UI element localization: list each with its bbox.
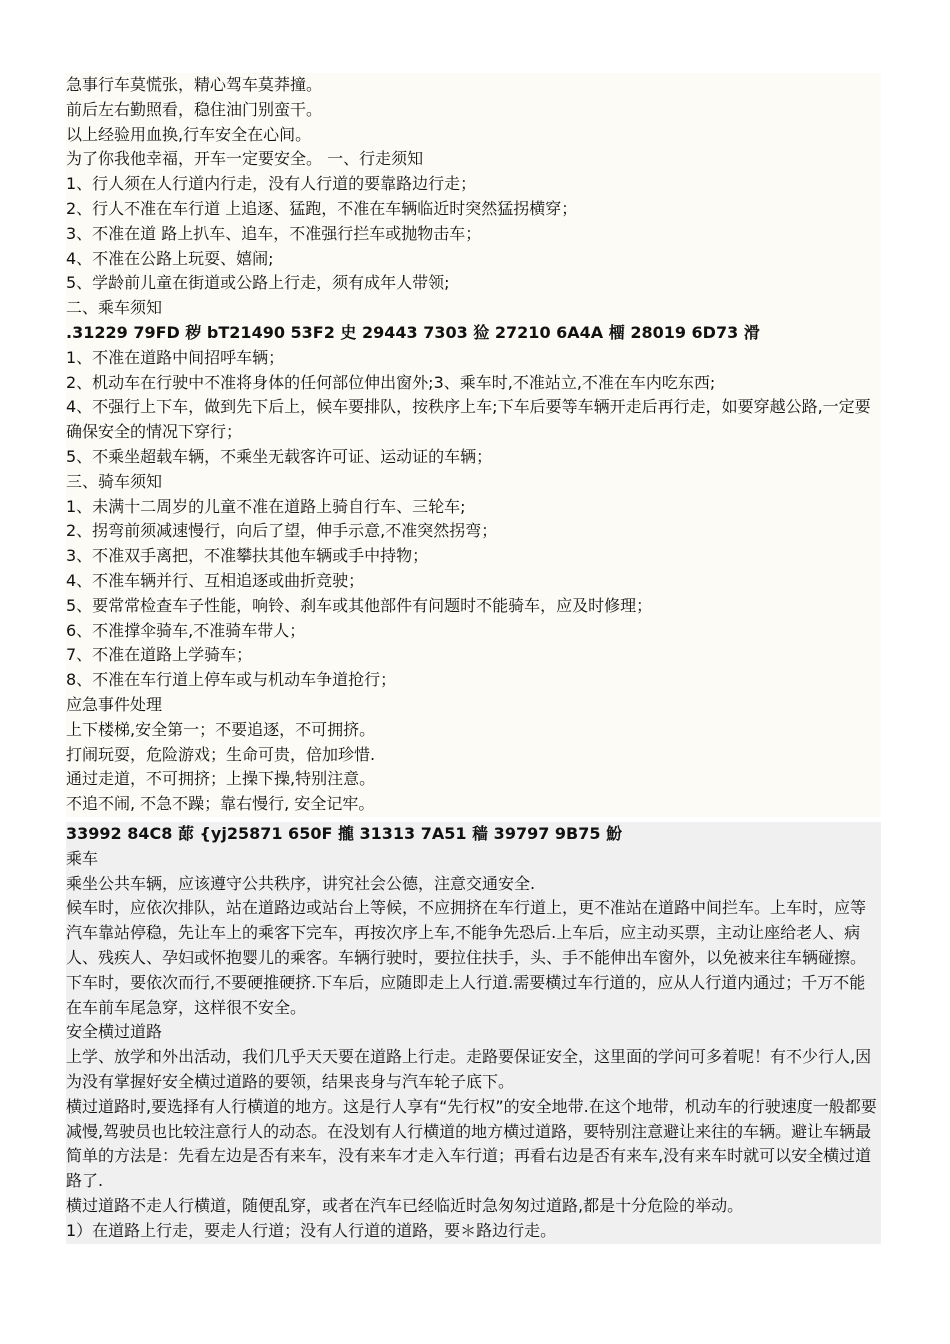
text-line: 2、拐弯前须减速慢行，向后了望，伸手示意,不准突然拐弯； (66, 521, 498, 541)
section-heading: 乘车 (66, 848, 99, 868)
top-text-block (66, 73, 881, 817)
text-line: 2、机动车在行驶中不准将身体的任何部位伸出窗外;3、乘车时,不准站立,不准在车内吃东西; (66, 372, 716, 392)
text-line: 上下楼梯,安全第一；不要追逐，不可拥挤。 (66, 719, 376, 739)
text-line: 1）在道路上行走，要走人行道；没有人行道的道路，要＊路边行走。 (66, 1220, 557, 1240)
section-heading: 应急事件处理 (66, 694, 163, 714)
code-line: 33992 84C8 蓈 {yj25871 650F 攏 31313 7A51 穑 39797 9B75 魵 (66, 824, 623, 843)
text-line: 8、不准在车行道上停车或与机动车争道抢行； (66, 670, 397, 690)
text-line: 2、行人不准在车行道 上追逐、猛跑，不准在车辆临近时突然猛拐横穿； (66, 198, 578, 218)
section-heading: 二、乘车须知 (66, 298, 163, 318)
text-line: 4、不强行上下车，做到先下后上，候车要排队，按秩序上车;下车后要等车辆开走后再行走，如要穿越公路,一定要确保安全的情况下穿行； (66, 397, 871, 442)
text-line: 以上经验用血换,行车安全在心间。 (66, 124, 312, 144)
text-line: 3、不准双手离把，不准攀扶其他车辆或手中持物； (66, 546, 429, 566)
section-heading: 安全横过道路 (66, 1022, 163, 1042)
paragraph: 候车时，应依次排队，站在道路边或站台上等候，不应拥挤在车行道上，更不准站在道路中间拦车。上车时，应等汽车靠站停稳，先让车上的乘客下完车，再按次序上车,不能争先恐后.上车后，应主动买票，主动让座给老人、病人、残疾人、孕妇或怀抱婴儿的乘客。车辆行驶时，要拉住扶手，头、手不能伸出车窗外，以免被来往车辆碰擦。下车时，要依次而行,不要硬推硬挤.下车后，应随即走上人行道.需要横过车行道的，应从人行道内通过；千万不能在车前车尾急穿，这样很不安全。 (66, 898, 867, 1017)
code-line: .31229 79FD 秽 bT21490 53F2 史 29443 7303 猃 27210 6A4A 橊 28019 6D73 滑 (66, 322, 760, 342)
text-line: 4、不准车辆并行、互相追逐或曲折竞驶； (66, 570, 365, 590)
bottom-text-block (66, 822, 881, 1244)
text-line: 急事行车莫慌张，精心驾车莫莽撞。 (66, 75, 323, 94)
paragraph: 横过道路时,要选择有人行横道的地方。这是行人享有“先行权”的安全地带.在这个地带，机动车的行驶速度一般都要减慢,驾驶员也比较注意行人的动态。在没划有人行横道的地方横过道路，要特别注意避让来往的车辆。避让车辆最简单的方法是：先看左边是否有来车，没有来车才走入车行道；再看右边是否有来车,没有来车时就可以安全横过道路了. (66, 1096, 877, 1191)
section-heading: 三、骑车须知 (66, 471, 163, 491)
text-line: 3、不准在道 路上扒车、追车，不准强行拦车或抛物击车； (66, 223, 482, 243)
text-line: 5、要常常检查车子性能，响铃、刹车或其他部件有问题时不能骑车，应及时修理； (66, 595, 653, 615)
text-line: 打闹玩耍，危险游戏；生命可贵，倍加珍惜. (66, 744, 376, 764)
text-line: 5、学龄前儿童在街道或公路上行走，须有成年人带领; (66, 273, 450, 293)
paragraph: 上学、放学和外出活动，我们几乎天天要在道路上行走。走路要保证安全，这里面的学问可多着呢！有不少行人,因为没有掌握好安全横过道路的要领，结果丧身与汽车轮子底下。 (66, 1047, 872, 1091)
text-line: 不追不闹, 不急不躁；靠右慢行, 安全记牢。 (66, 794, 375, 814)
text-line: 5、不乘坐超载车辆，不乘坐无载客许可证、运动证的车辆； (66, 446, 493, 466)
text-line: 1、行人须在人行道内行走，没有人行道的要靠路边行走； (66, 174, 477, 194)
text-line: 通过走道，不可拥挤；上操下操,特别注意。 (66, 769, 376, 789)
text-line: 4、不准在公路上玩耍、嬉闹; (66, 248, 274, 268)
text-line: 6、不准撑伞骑车,不准骑车带人； (66, 620, 306, 640)
text-line: 前后左右勤照看，稳住油门别蛮干。 (66, 99, 323, 119)
text-line: 乘坐公共车辆，应该遵守公共秩序，讲究社会公德，注意交通安全. (66, 873, 536, 893)
paragraph: 横过道路不走人行横道，随便乱穿，或者在汽车已经临近时急匆匆过道路,都是十分危险的举动。 (66, 1195, 744, 1215)
text-line: 为了你我他幸福，开车一定要安全。 一、行走须知 (66, 149, 424, 169)
text-line: 7、不准在道路上学骑车； (66, 645, 253, 665)
text-line: 1、不准在道路中间招呼车辆； (66, 347, 285, 367)
text-line: 1、未满十二周岁的儿童不准在道路上骑自行车、三轮车; (66, 496, 466, 516)
